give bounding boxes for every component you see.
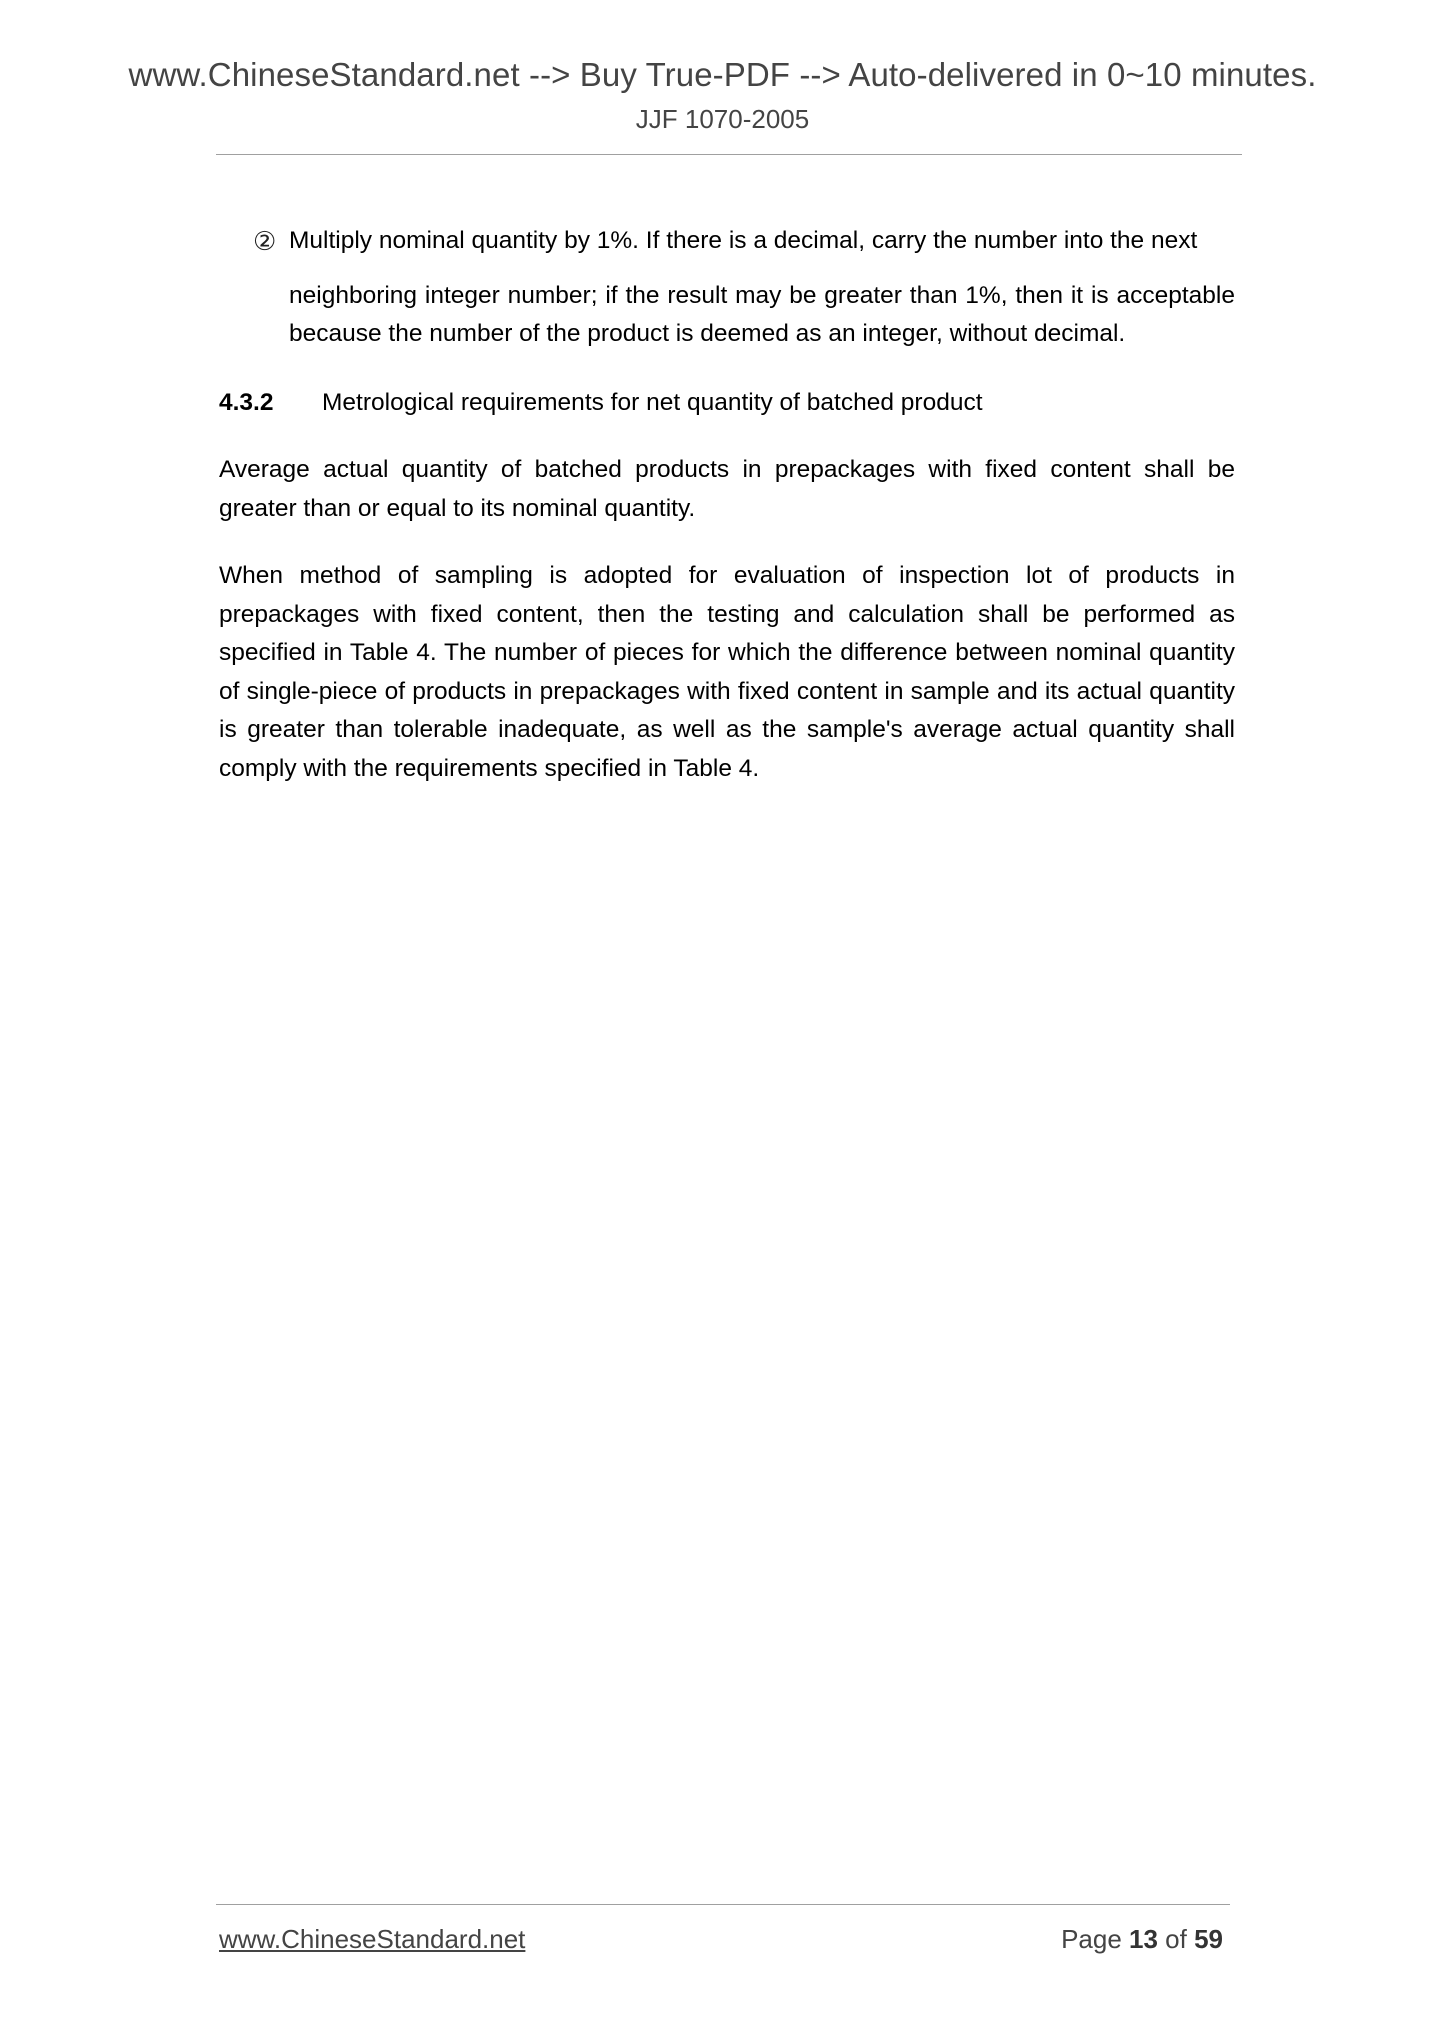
paragraph-sampling-method: When method of sampling is adopted for evaluation of inspection lot of products in prepackages with fixed content, then the testing and calculation shall be performed as specified in Table 4. The number of pieces for which the difference between nominal quantity of single-piece of products in prepackages with fixed content in sample and its actual quantity is greater than tolerable inadequate, as well as the sample's average actual quantity shall comply with the requirements specified in Table 4. (219, 562, 1235, 782)
page-content (219, 222, 1235, 813)
document-code: JJF 1070-2005 (635, 104, 810, 134)
list-item-first-line: Multiply nominal quantity by 1%. If there is a decimal, carry the number into the next (289, 227, 1198, 254)
list-item-2 (219, 222, 1235, 354)
current-page: 13 (1129, 1924, 1158, 1954)
page-number (1061, 1924, 1223, 1955)
page-prefix: Page (1061, 1924, 1130, 1954)
clause-title: Metrological requirements for net quantity of batched product (322, 388, 983, 416)
clause-heading (219, 384, 1235, 423)
paragraph-average-quantity: Average actual quantity of batched products in prepackages with fixed content shall be greater than or equal to its nominal quantity. (219, 456, 1235, 522)
footer-link[interactable]: www.ChineseStandard.net (219, 1924, 526, 1954)
circled-number-2: ② (253, 226, 277, 256)
header-divider (216, 154, 1242, 155)
header-banner[interactable]: www.ChineseStandard.net --> Buy True-PDF --> Auto-delivered in 0~10 minutes. (128, 56, 1317, 93)
page-of: of (1157, 1924, 1195, 1954)
clause-number: 4.3.2 (219, 388, 274, 416)
list-item-continuation: neighboring integer number; if the result may be greater than 1%, then it is acceptable because the number of the product is deemed as an integer, without decimal. (289, 281, 1235, 347)
total-pages: 59 (1194, 1924, 1223, 1954)
footer-divider (216, 1904, 1230, 1905)
